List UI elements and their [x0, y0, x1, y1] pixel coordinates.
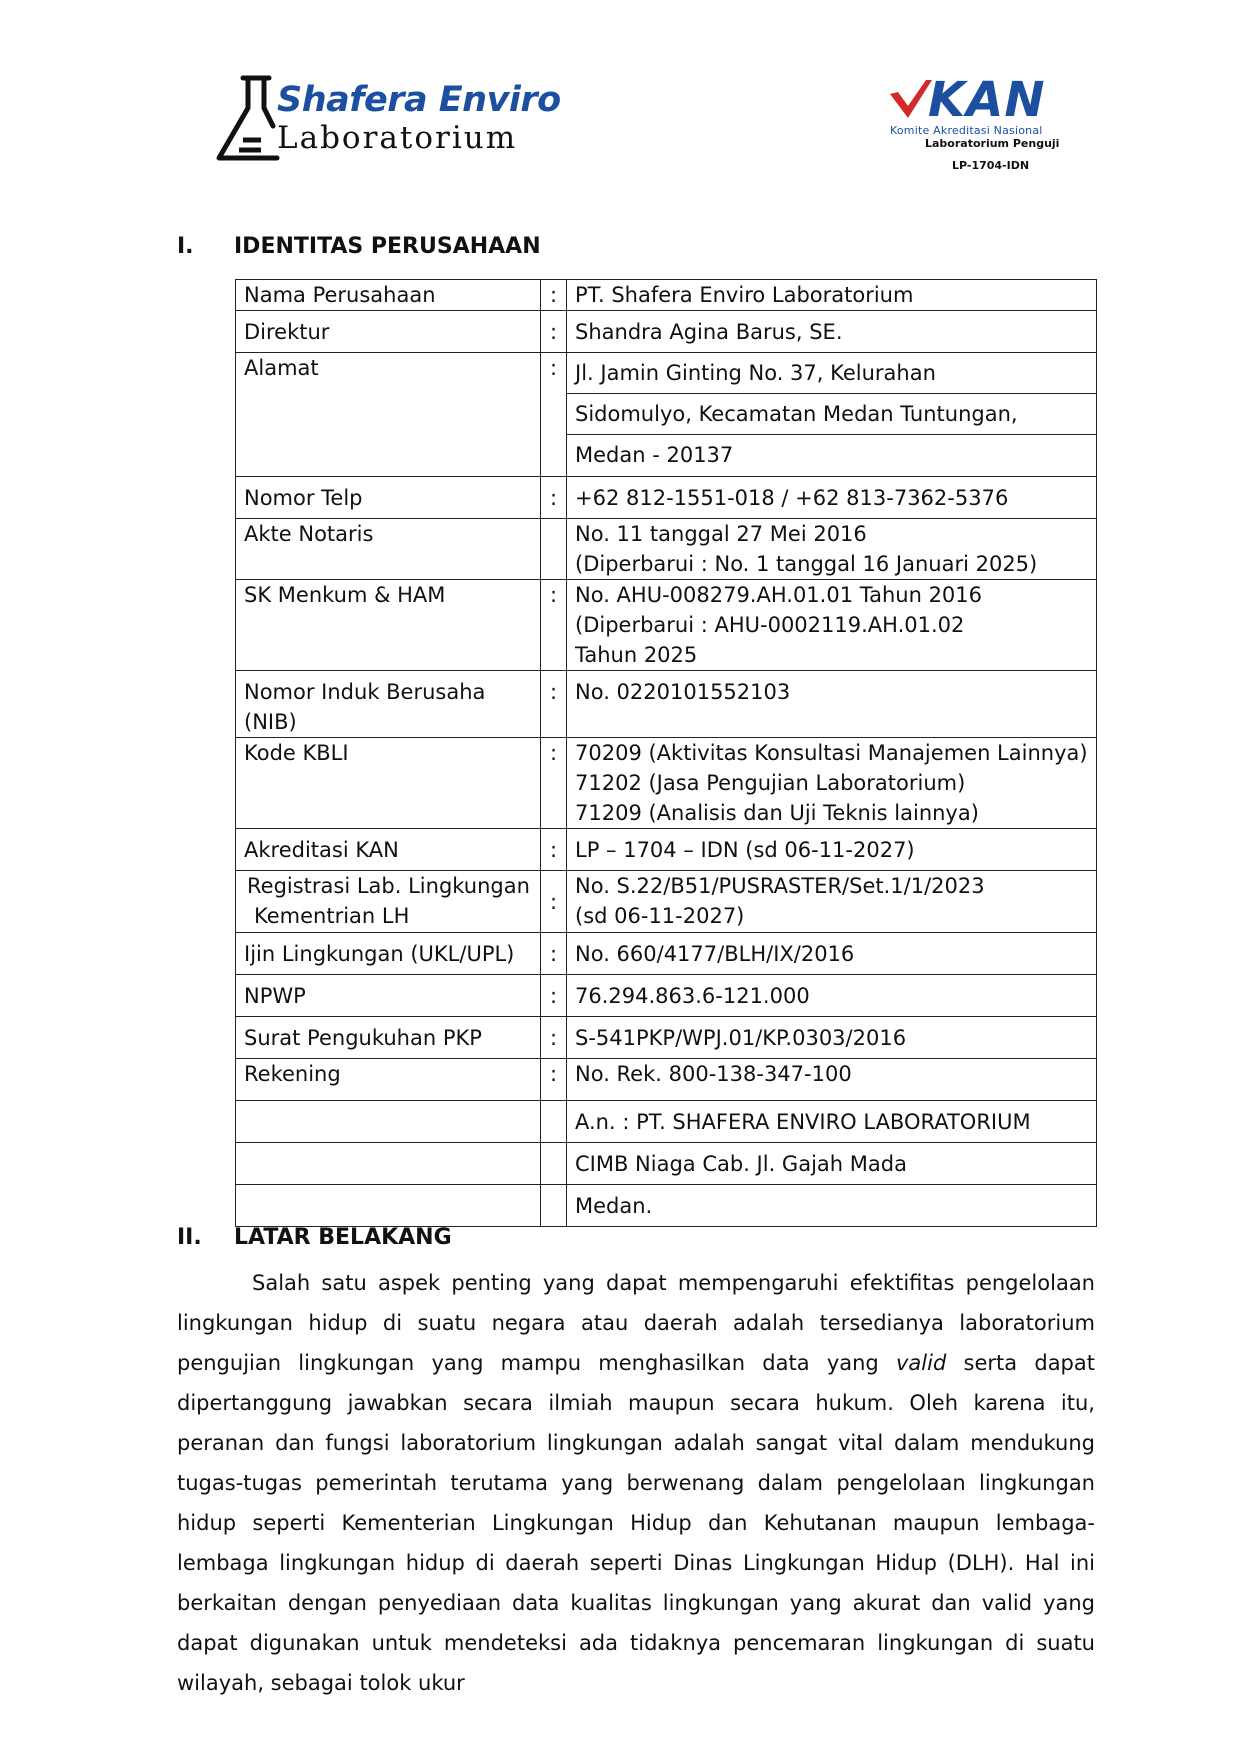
field-separator: : — [541, 1017, 567, 1059]
field-label: Surat Pengukuhan PKP — [236, 1017, 541, 1059]
field-label: Rekening — [236, 1059, 541, 1101]
table-row — [236, 871, 1097, 933]
section-number: II. — [177, 1225, 202, 1250]
field-label — [236, 871, 541, 933]
field-value — [567, 1101, 1097, 1143]
field-label: Kode KBLI — [236, 738, 541, 829]
field-value — [567, 975, 1097, 1017]
field-value-line: Sidomulyo, Kecamatan Medan Tuntungan, — [567, 394, 1096, 435]
table-row — [236, 1017, 1097, 1059]
table-row — [236, 1101, 1097, 1143]
table-row — [236, 477, 1097, 519]
field-value-line: S-541PKP/WPJ.01/KP.0303/2016 — [575, 1026, 907, 1050]
table-row — [236, 933, 1097, 975]
field-value-line: 70209 (Aktivitas Konsultasi Manajemen Lainnya) — [575, 741, 1088, 765]
kan-logo — [880, 72, 1100, 176]
table-row — [236, 519, 1097, 580]
field-value-line: No. 11 tanggal 27 Mei 2016 — [575, 522, 867, 546]
paragraph-text: Salah satu aspek penting yang dapat mempengaruhi efektifitas pengelolaan lingkungan hidup di suatu negara atau daerah adalah tersedianya laboratorium pengujian lingkungan yang mampu menghasilkan data yang — [177, 1271, 1095, 1375]
field-label: Nomor Telp — [236, 477, 541, 519]
table-row — [236, 975, 1097, 1017]
field-label: Alamat — [236, 353, 541, 477]
field-separator: : — [541, 738, 567, 829]
table-row — [236, 671, 1097, 738]
field-value — [567, 671, 1097, 738]
kan-wordmark: KAN — [928, 72, 1046, 128]
field-value-line: Tahun 2025 — [575, 643, 698, 667]
field-label — [236, 1143, 541, 1185]
field-value-line: CIMB Niaga Cab. Jl. Gajah Mada — [575, 1152, 907, 1176]
field-value — [567, 871, 1097, 933]
field-value — [567, 1017, 1097, 1059]
field-value-line: (Diperbarui : AHU-0002119.AH.01.02 — [575, 613, 965, 637]
table-row — [236, 738, 1097, 829]
field-value — [567, 353, 1097, 477]
field-value-line: Medan - 20137 — [575, 443, 734, 467]
field-value-line: PT. Shafera Enviro Laboratorium — [575, 283, 914, 307]
field-value — [567, 1059, 1097, 1101]
field-value — [567, 1143, 1097, 1185]
field-value — [567, 1185, 1097, 1227]
section-number: I. — [177, 234, 194, 259]
field-value-line: Shandra Agina Barus, SE. — [575, 320, 843, 344]
field-value-line: No. Rek. 800-138-347-100 — [575, 1062, 852, 1086]
field-value-line: No. 0220101552103 — [575, 680, 791, 704]
table-row — [236, 1185, 1097, 1227]
field-label-line: Registrasi Lab. Lingkungan — [247, 874, 530, 898]
background-paragraph — [177, 1263, 1095, 1703]
field-label: Akreditasi KAN — [236, 829, 541, 871]
field-label — [236, 1101, 541, 1143]
field-separator: : — [541, 871, 567, 933]
field-value-line: Jl. Jamin Ginting No. 37, Kelurahan — [567, 353, 1096, 394]
field-value — [567, 477, 1097, 519]
field-separator: : — [541, 829, 567, 871]
field-value-line: +62 812-1551-018 / +62 813-7362-5376 — [575, 486, 1009, 510]
field-separator: : — [541, 671, 567, 738]
field-label: Nomor Induk Berusaha (NIB) — [236, 671, 541, 738]
logo-title: Shafera Enviro — [277, 80, 561, 120]
field-value-line: LP – 1704 – IDN (sd 06-11-2027) — [575, 838, 915, 862]
field-value-line: (sd 06-11-2027) — [575, 904, 745, 928]
field-value-line: (Diperbarui : No. 1 tanggal 16 Januari 2025) — [575, 552, 1038, 576]
table-row — [236, 280, 1097, 311]
field-value-line: 71202 (Jasa Pengujian Laboratorium) — [575, 771, 966, 795]
table-row — [236, 311, 1097, 353]
company-identity-table — [235, 279, 1097, 1227]
field-value — [567, 580, 1097, 671]
field-value-line: No. 660/4177/BLH/IX/2016 — [575, 942, 855, 966]
field-value-line: Medan. — [575, 1194, 653, 1218]
kan-lab-type: Laboratorium Penguji — [925, 137, 1060, 150]
field-value-line: A.n. : PT. SHAFERA ENVIRO LABORATORIUM — [575, 1110, 1031, 1134]
field-separator: : — [541, 311, 567, 353]
field-separator — [541, 1101, 567, 1143]
field-label: NPWP — [236, 975, 541, 1017]
field-value-line: 76.294.863.6-121.000 — [575, 984, 810, 1008]
field-label: Direktur — [236, 311, 541, 353]
table-row — [236, 353, 1097, 477]
field-separator: : — [541, 1059, 567, 1101]
table-row — [236, 1059, 1097, 1101]
field-label: Akte Notaris — [236, 519, 541, 580]
field-separator — [541, 519, 567, 580]
field-value-line: 71209 (Analisis dan Uji Teknis lainnya) — [575, 801, 979, 825]
logo-subtitle: Laboratorium — [277, 120, 518, 156]
field-separator: : — [541, 580, 567, 671]
paragraph-emphasis: valid — [896, 1351, 947, 1375]
section-title: LATAR BELAKANG — [234, 1225, 452, 1250]
field-value-line: No. S.22/B51/PUSRASTER/Set.1/1/2023 — [575, 874, 985, 898]
field-separator: : — [541, 353, 567, 477]
field-value — [567, 311, 1097, 353]
field-value — [567, 829, 1097, 871]
field-label — [236, 1185, 541, 1227]
field-label: Nama Perusahaan — [236, 280, 541, 311]
section-title: IDENTITAS PERUSAHAAN — [234, 234, 541, 259]
field-value — [567, 280, 1097, 311]
kan-accreditation-code: LP-1704-IDN — [952, 159, 1030, 172]
field-separator — [541, 1143, 567, 1185]
field-label: SK Menkum & HAM — [236, 580, 541, 671]
field-separator: : — [541, 280, 567, 311]
field-value — [567, 738, 1097, 829]
shafera-enviro-logo — [215, 74, 561, 166]
field-value-line: No. AHU-008279.AH.01.01 Tahun 2016 — [575, 583, 983, 607]
kan-org-name: Komite Akreditasi Nasional — [890, 124, 1043, 137]
field-label: Ijin Lingkungan (UKL/UPL) — [236, 933, 541, 975]
field-separator: : — [541, 933, 567, 975]
table-row — [236, 1143, 1097, 1185]
field-label-line: Kementrian LH — [254, 904, 410, 928]
field-separator: : — [541, 975, 567, 1017]
table-row — [236, 829, 1097, 871]
paragraph-text: serta dapat dipertanggung jawabkan secara ilmiah maupun secara hukum. Oleh karena itu, peranan dan fungsi laboratorium lingkungan adalah sangat vital dalam mendukung tugas-tugas pemerintah terutama yang berwenang dalam pengelolaan lingkungan hidup seperti Kementerian Lingkungan Hidup dan Kehutanan maupun lembaga-lembaga lingkungan hidup di daerah seperti Dinas Lingkungan Hidup (DLH). Hal ini berkaitan dengan penyediaan data kualitas lingkungan yang akurat dan valid yang dapat digunakan untuk mendeteksi ada tidaknya pencemaran lingkungan di suatu wilayah, sebagai tolok ukur — [177, 1351, 1095, 1695]
field-value — [567, 519, 1097, 580]
field-separator — [541, 1185, 567, 1227]
field-separator: : — [541, 477, 567, 519]
field-value — [567, 933, 1097, 975]
table-row — [236, 580, 1097, 671]
